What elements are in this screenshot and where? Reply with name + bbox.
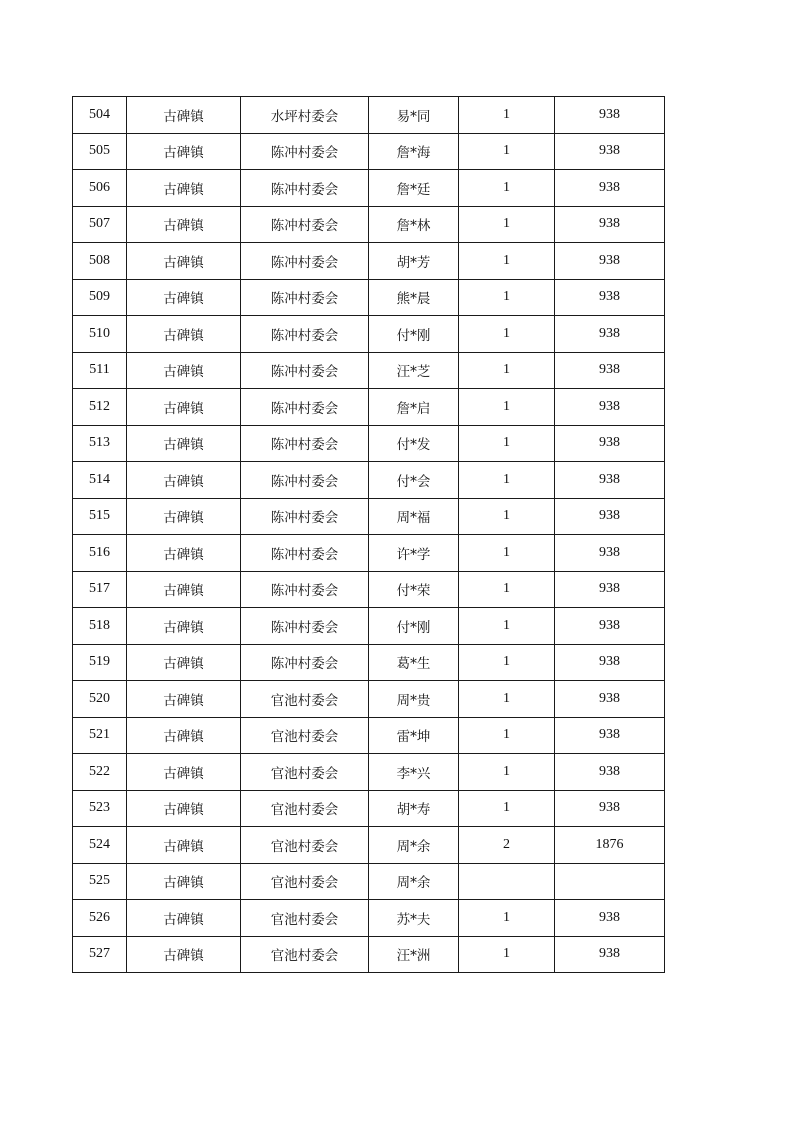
- count-cell: 1: [459, 243, 555, 280]
- table-row: [73, 535, 665, 572]
- amount-cell: 938: [555, 608, 665, 645]
- town-cell: 古碑镇: [127, 279, 241, 316]
- row-number-cell: 520: [73, 681, 127, 718]
- town-cell: 古碑镇: [127, 425, 241, 462]
- amount-cell: 938: [555, 644, 665, 681]
- village-committee-cell: 水坪村委会: [241, 97, 369, 134]
- amount-cell: 938: [555, 97, 665, 134]
- person-name-cell: 詹*海: [369, 133, 459, 170]
- row-number-cell: 527: [73, 936, 127, 973]
- person-name-cell: 詹*林: [369, 206, 459, 243]
- amount-cell: 938: [555, 352, 665, 389]
- amount-cell: 1876: [555, 827, 665, 864]
- row-number-cell: 507: [73, 206, 127, 243]
- town-cell: 古碑镇: [127, 900, 241, 937]
- count-cell: 1: [459, 279, 555, 316]
- town-cell: 古碑镇: [127, 97, 241, 134]
- person-name-cell: 付*刚: [369, 608, 459, 645]
- table-row: [73, 243, 665, 280]
- town-cell: 古碑镇: [127, 352, 241, 389]
- row-number-cell: 513: [73, 425, 127, 462]
- person-name-cell: 熊*晨: [369, 279, 459, 316]
- village-committee-cell: 官池村委会: [241, 900, 369, 937]
- row-number-cell: 522: [73, 754, 127, 791]
- count-cell: 1: [459, 571, 555, 608]
- amount-cell: 938: [555, 425, 665, 462]
- town-cell: 古碑镇: [127, 316, 241, 353]
- person-name-cell: 汪*芝: [369, 352, 459, 389]
- village-committee-cell: 陈冲村委会: [241, 316, 369, 353]
- village-committee-cell: 陈冲村委会: [241, 498, 369, 535]
- amount-cell: 938: [555, 535, 665, 572]
- town-cell: 古碑镇: [127, 644, 241, 681]
- count-cell: 1: [459, 206, 555, 243]
- person-name-cell: 汪*洲: [369, 936, 459, 973]
- village-committee-cell: 陈冲村委会: [241, 133, 369, 170]
- amount-cell: 938: [555, 170, 665, 207]
- town-cell: 古碑镇: [127, 389, 241, 426]
- count-cell: 1: [459, 316, 555, 353]
- town-cell: 古碑镇: [127, 790, 241, 827]
- row-number-cell: 521: [73, 717, 127, 754]
- amount-cell: 938: [555, 754, 665, 791]
- count-cell: 1: [459, 462, 555, 499]
- town-cell: 古碑镇: [127, 754, 241, 791]
- person-name-cell: 周*余: [369, 827, 459, 864]
- village-committee-cell: 陈冲村委会: [241, 535, 369, 572]
- table-row: [73, 608, 665, 645]
- amount-cell: 938: [555, 279, 665, 316]
- count-cell: 1: [459, 754, 555, 791]
- table-row: [73, 279, 665, 316]
- town-cell: 古碑镇: [127, 535, 241, 572]
- table-row: [73, 498, 665, 535]
- table-row: [73, 389, 665, 426]
- amount-cell: 938: [555, 717, 665, 754]
- village-committee-cell: 官池村委会: [241, 827, 369, 864]
- table-row: [73, 863, 665, 900]
- village-committee-cell: 陈冲村委会: [241, 644, 369, 681]
- row-number-cell: 525: [73, 863, 127, 900]
- town-cell: 古碑镇: [127, 827, 241, 864]
- town-cell: 古碑镇: [127, 133, 241, 170]
- village-committee-cell: 陈冲村委会: [241, 352, 369, 389]
- amount-cell: 938: [555, 243, 665, 280]
- person-name-cell: 周*福: [369, 498, 459, 535]
- town-cell: 古碑镇: [127, 571, 241, 608]
- row-number-cell: 516: [73, 535, 127, 572]
- amount-cell: 938: [555, 936, 665, 973]
- count-cell: 1: [459, 717, 555, 754]
- town-cell: 古碑镇: [127, 498, 241, 535]
- town-cell: 古碑镇: [127, 936, 241, 973]
- row-number-cell: 508: [73, 243, 127, 280]
- town-cell: 古碑镇: [127, 170, 241, 207]
- person-name-cell: 雷*坤: [369, 717, 459, 754]
- amount-cell: 938: [555, 681, 665, 718]
- table-row: [73, 97, 665, 134]
- amount-cell: 938: [555, 571, 665, 608]
- village-committee-cell: 陈冲村委会: [241, 571, 369, 608]
- village-committee-cell: 陈冲村委会: [241, 389, 369, 426]
- person-name-cell: 付*荣: [369, 571, 459, 608]
- row-number-cell: 505: [73, 133, 127, 170]
- count-cell: 1: [459, 900, 555, 937]
- amount-cell: 938: [555, 389, 665, 426]
- count-cell: 1: [459, 681, 555, 718]
- town-cell: 古碑镇: [127, 863, 241, 900]
- village-committee-cell: 陈冲村委会: [241, 279, 369, 316]
- table-row: [73, 462, 665, 499]
- count-cell: 1: [459, 425, 555, 462]
- town-cell: 古碑镇: [127, 462, 241, 499]
- amount-cell: 938: [555, 206, 665, 243]
- row-number-cell: 511: [73, 352, 127, 389]
- table-row: [73, 425, 665, 462]
- table-row: [73, 681, 665, 718]
- town-cell: 古碑镇: [127, 243, 241, 280]
- count-cell: 1: [459, 644, 555, 681]
- data-table: [72, 96, 665, 973]
- person-name-cell: 胡*芳: [369, 243, 459, 280]
- amount-cell: 938: [555, 133, 665, 170]
- village-committee-cell: 官池村委会: [241, 681, 369, 718]
- table-row: [73, 170, 665, 207]
- row-number-cell: 509: [73, 279, 127, 316]
- person-name-cell: 周*余: [369, 863, 459, 900]
- town-cell: 古碑镇: [127, 717, 241, 754]
- table-row: [73, 717, 665, 754]
- count-cell: 1: [459, 389, 555, 426]
- village-committee-cell: 陈冲村委会: [241, 608, 369, 645]
- row-number-cell: 523: [73, 790, 127, 827]
- row-number-cell: 517: [73, 571, 127, 608]
- person-name-cell: 詹*启: [369, 389, 459, 426]
- table-row: [73, 571, 665, 608]
- person-name-cell: 詹*廷: [369, 170, 459, 207]
- count-cell: 1: [459, 535, 555, 572]
- person-name-cell: 周*贵: [369, 681, 459, 718]
- amount-cell: 938: [555, 900, 665, 937]
- amount-cell: 938: [555, 790, 665, 827]
- count-cell: 1: [459, 936, 555, 973]
- table-row: [73, 936, 665, 973]
- village-committee-cell: 官池村委会: [241, 863, 369, 900]
- person-name-cell: 付*刚: [369, 316, 459, 353]
- row-number-cell: 526: [73, 900, 127, 937]
- row-number-cell: 518: [73, 608, 127, 645]
- person-name-cell: 李*兴: [369, 754, 459, 791]
- person-name-cell: 苏*夫: [369, 900, 459, 937]
- table-row: [73, 900, 665, 937]
- village-committee-cell: 陈冲村委会: [241, 170, 369, 207]
- person-name-cell: 许*学: [369, 535, 459, 572]
- table-body: [73, 97, 665, 973]
- count-cell: 1: [459, 608, 555, 645]
- table-row: [73, 352, 665, 389]
- row-number-cell: 519: [73, 644, 127, 681]
- village-committee-cell: 陈冲村委会: [241, 462, 369, 499]
- person-name-cell: 付*会: [369, 462, 459, 499]
- person-name-cell: 葛*生: [369, 644, 459, 681]
- count-cell: 1: [459, 790, 555, 827]
- town-cell: 古碑镇: [127, 681, 241, 718]
- row-number-cell: 524: [73, 827, 127, 864]
- amount-cell: 938: [555, 498, 665, 535]
- row-number-cell: 510: [73, 316, 127, 353]
- count-cell: 1: [459, 498, 555, 535]
- person-name-cell: 胡*寿: [369, 790, 459, 827]
- count-cell: 1: [459, 352, 555, 389]
- village-committee-cell: 官池村委会: [241, 790, 369, 827]
- row-number-cell: 504: [73, 97, 127, 134]
- row-number-cell: 514: [73, 462, 127, 499]
- person-name-cell: 易*同: [369, 97, 459, 134]
- amount-cell: 938: [555, 316, 665, 353]
- table-row: [73, 754, 665, 791]
- row-number-cell: 506: [73, 170, 127, 207]
- village-committee-cell: 官池村委会: [241, 936, 369, 973]
- row-number-cell: 512: [73, 389, 127, 426]
- count-cell: 1: [459, 170, 555, 207]
- row-number-cell: 515: [73, 498, 127, 535]
- count-cell: 1: [459, 97, 555, 134]
- count-cell: [459, 863, 555, 900]
- table-row: [73, 790, 665, 827]
- amount-cell: 938: [555, 462, 665, 499]
- table-row: [73, 206, 665, 243]
- town-cell: 古碑镇: [127, 206, 241, 243]
- village-committee-cell: 陈冲村委会: [241, 425, 369, 462]
- table-row: [73, 827, 665, 864]
- table-row: [73, 316, 665, 353]
- count-cell: 1: [459, 133, 555, 170]
- table-row: [73, 133, 665, 170]
- count-cell: 2: [459, 827, 555, 864]
- village-committee-cell: 官池村委会: [241, 754, 369, 791]
- village-committee-cell: 陈冲村委会: [241, 206, 369, 243]
- amount-cell: [555, 863, 665, 900]
- village-committee-cell: 陈冲村委会: [241, 243, 369, 280]
- town-cell: 古碑镇: [127, 608, 241, 645]
- table-row: [73, 644, 665, 681]
- village-committee-cell: 官池村委会: [241, 717, 369, 754]
- person-name-cell: 付*发: [369, 425, 459, 462]
